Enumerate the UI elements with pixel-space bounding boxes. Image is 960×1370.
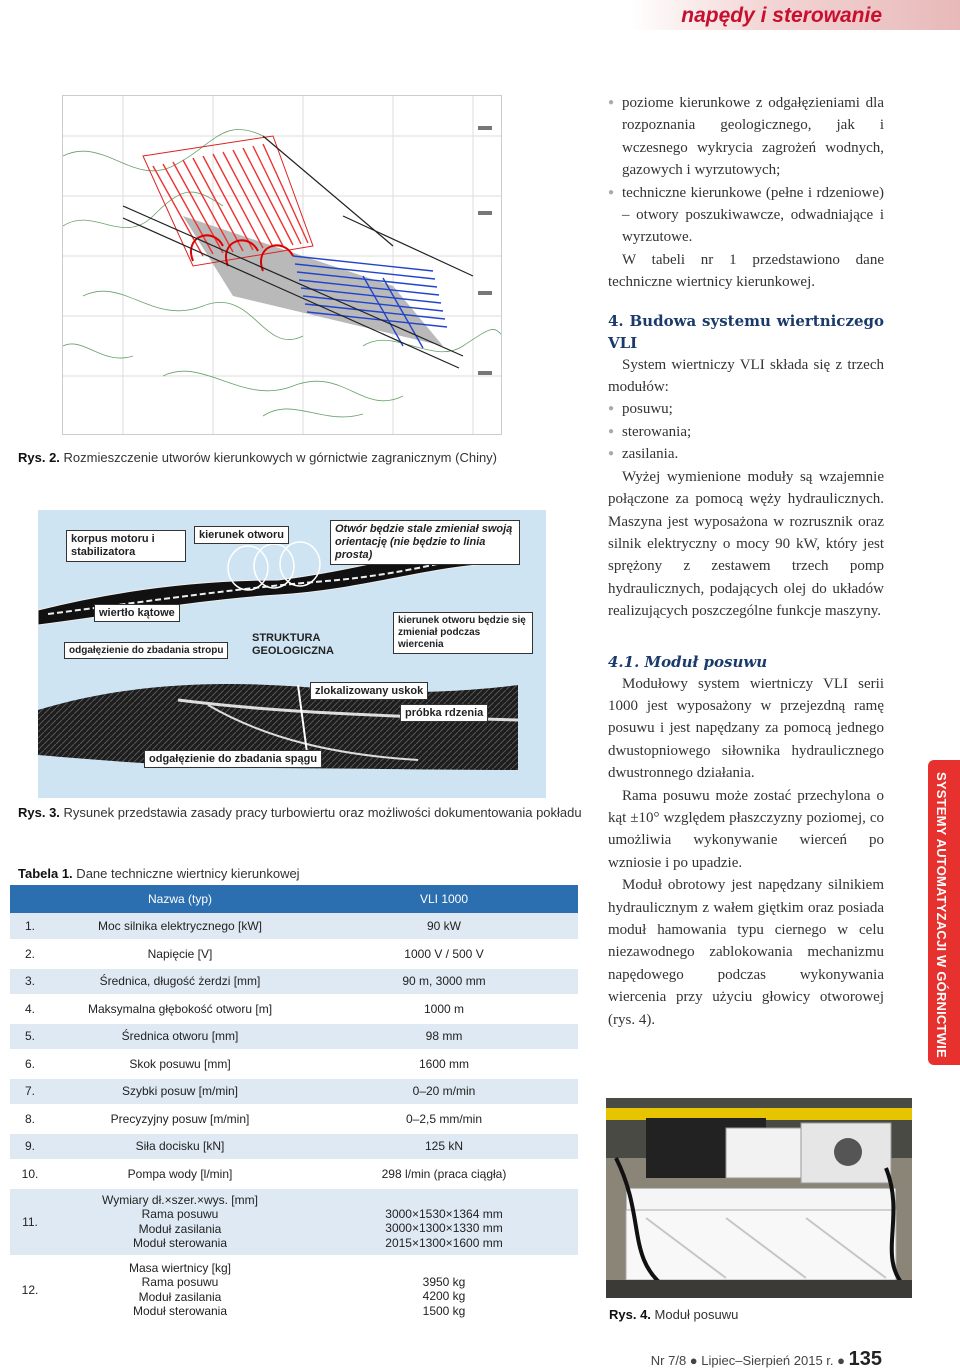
row-name-line: Moduł sterowania (132, 1304, 228, 1318)
section-title: napędy i sterowanie (681, 4, 882, 27)
header-value: VLI 1000 (310, 885, 578, 913)
header-name: Nazwa (typ) (50, 885, 310, 913)
table-header-row (10, 885, 578, 913)
row-number: 3. (10, 968, 50, 996)
paragraph: Modułowy system wiertniczy VLI serii 1000 jest wyposażony w przejezdną ramę posuwu i jest napędzany za pomocą jednego dwustopniowego siłownika hydraulicznego dwustronnego działania. (608, 675, 884, 782)
list-item-text: poziome kierunkowe z odgałęzieniami dla rozpoznania geologicznego, jak i wczesnego wykrycia zagrożeń wodnych, gazowych i wyrzutowych; (622, 95, 884, 179)
row-name-line: Moduł sterowania (132, 1236, 228, 1250)
figure-drilling-diagram (38, 510, 546, 798)
table-row (10, 940, 578, 968)
row-value-multiline (310, 1188, 578, 1256)
list-item (608, 92, 884, 182)
issue-info: Nr 7/8 ● Lipiec–Sierpień 2015 r. ● (650, 1353, 845, 1368)
caption-label: Rys. 4. (609, 1307, 651, 1322)
bullet-dot: ● (608, 97, 615, 108)
bullet-dot: ● (608, 425, 615, 437)
row-name: Maksymalna głębokość otworu [m] (50, 995, 310, 1023)
row-number: 9. (10, 1133, 50, 1161)
row-value: 125 kN (310, 1133, 578, 1161)
row-name: Moc silnika elektrycznego [kW] (50, 913, 310, 941)
bullet-dot: ● (608, 186, 615, 198)
list-item-text: techniczne kierunkowe (pełne i rdzeniowe) – otwory poszukiwawcze, odwadniające i wyrzutowe. (622, 184, 884, 246)
row-name-line: Rama posuwu (141, 1275, 219, 1289)
map-illustration (63, 96, 502, 435)
list-item (608, 398, 884, 420)
row-name-line: Masa wiertnicy [kg] (128, 1260, 232, 1275)
list-item (608, 182, 884, 249)
row-name: Pompa wody [l/min] (50, 1160, 310, 1188)
label-geological-structure: STRUKTURA GEOLOGICZNA (252, 632, 334, 657)
figure-4-caption (609, 1307, 738, 1322)
label-angle-bit: wiertło kątowe (94, 604, 180, 622)
row-value: 1000 m (310, 995, 578, 1023)
side-section-tab (928, 760, 960, 1065)
row-name: Średnica, długość żerdzi [mm] (50, 968, 310, 996)
table-row (10, 1078, 578, 1106)
page-footer (651, 1348, 882, 1370)
row-name: Napięcie [V] (50, 940, 310, 968)
caption-label: Rys. 3. (18, 805, 60, 820)
list-item-text: posuwu; (622, 401, 673, 418)
caption-text: Moduł posuwu (650, 1307, 739, 1322)
row-number: 7. (10, 1078, 50, 1106)
row-value-line: 3950 kg (422, 1274, 466, 1289)
row-value-multiline (310, 1256, 578, 1324)
subsection-heading: 4.1. Moduł posuwu (608, 652, 768, 671)
list-item-text: zasilania. (622, 446, 679, 463)
row-name: Precyzyjny posuw [m/min] (50, 1105, 310, 1133)
label-motor-body: korpus motoru i stabilizatora (66, 530, 186, 562)
right-column-text (608, 92, 884, 1031)
row-value: 0–20 m/min (310, 1078, 578, 1106)
paragraph: Moduł obrotowy jest napędzany silnikiem hydraulicznym z wałem giętkim oraz posiada moduł hamowania typu ciernego w celu niezawodnego zablokowania mechanizmu napędowego podczas wykonywania wiercenia przy użyciu głowicy otworowej (rys. 4). (608, 877, 884, 1028)
list-item-text: sterowania; (622, 423, 692, 440)
label-floor-branch: odgałęzienie do zbadania spągu (144, 750, 322, 768)
figure-photo-feed-module (606, 1098, 912, 1298)
table-row (10, 913, 578, 941)
row-name-line: Moduł zasilania (138, 1289, 222, 1304)
row-value: 90 kW (310, 913, 578, 941)
table-title-text: Dane techniczne wiertnicy kierunkowej (72, 866, 300, 881)
header-num (10, 885, 50, 913)
figure-2-caption (18, 450, 497, 465)
row-number: 11. (10, 1188, 50, 1256)
row-value-line: 1500 kg (422, 1303, 466, 1318)
row-number: 6. (10, 1050, 50, 1078)
table-row (10, 1188, 578, 1256)
table-row (10, 1133, 578, 1161)
caption-text: Rozmieszczenie utworów kierunkowych w górnictwie zagranicznym (Chiny) (59, 450, 498, 465)
label-core-sample: próbka rdzenia (400, 704, 488, 722)
row-number: 4. (10, 995, 50, 1023)
row-number: 12. (10, 1256, 50, 1324)
header-bar (0, 0, 960, 32)
paragraph: System wiertniczy VLI składa się z trzech modułów: (608, 356, 884, 396)
side-tab-label: SYSTEMY AUTOMATYZACJI W GÓRNICTWIE (934, 772, 949, 1058)
row-name-line: Rama posuwu (141, 1207, 219, 1221)
caption-text: Rysunek przedstawia zasady pracy turbowiertu oraz możliwości dokumentowania pokładu (59, 805, 582, 820)
figure-map (62, 95, 502, 435)
table-label: Tabela 1. (18, 866, 73, 881)
row-number: 1. (10, 913, 50, 941)
table-row (10, 995, 578, 1023)
row-value: 0–2,5 mm/min (310, 1105, 578, 1133)
row-value: 298 l/min (praca ciągła) (310, 1160, 578, 1188)
page-number: 135 (848, 1348, 882, 1370)
table-row (10, 968, 578, 996)
list-item (608, 421, 884, 443)
table-title (18, 866, 300, 881)
label-direction-change: kierunek otworu będzie się zmieniał podczas wiercenia (393, 612, 533, 654)
row-number: 10. (10, 1160, 50, 1188)
paragraph: Wyżej wymienione moduły są wzajemnie połączone za pomocą węży hydraulicznych. Maszyna jest wyposażona w rozrusznik oraz silnik elektryczny o mocy 90 kW, który jest sprężony z zestawem trzech pomp hydraulicznych, podających olej do układów realizujących poszczególne funkcje maszyny. (608, 468, 884, 620)
row-name-line: Wymiary dł.×szer.×wys. [mm] (102, 1192, 258, 1207)
row-value-line: 2015×1300×1600 mm (385, 1235, 503, 1250)
label-hole-direction: kierunek otworu (194, 526, 289, 544)
table-row (10, 1105, 578, 1133)
bullet-dot: ● (608, 403, 615, 415)
row-name: Skok posuwu [mm] (50, 1050, 310, 1078)
label-hole-orientation: Otwór będzie stale zmieniał swoją orientację (nie będzie to linia prosta) (330, 520, 520, 565)
row-name-multiline (50, 1188, 310, 1256)
paragraph: Rama posuwu może zostać przechylona o kąt ±10° względem płaszczyzny poziomej, co umożliwia wykonywanie wierceń po wzniosie i po upadzie. (608, 787, 884, 871)
figure-3-caption (18, 805, 582, 820)
row-value: 1600 mm (310, 1050, 578, 1078)
row-name: Siła docisku [kN] (50, 1133, 310, 1161)
bullet-dot: ● (608, 448, 615, 460)
row-value-line: 3000×1300×1330 mm (385, 1221, 503, 1236)
table-row (10, 1160, 578, 1188)
row-number: 8. (10, 1105, 50, 1133)
feed-module-photo (606, 1098, 912, 1298)
paragraph: W tabeli nr 1 przedstawiono dane techniczne wiertnicy kierunkowej. (608, 251, 884, 291)
table-row (10, 1256, 578, 1324)
row-value: 90 m, 3000 mm (310, 968, 578, 996)
row-value-line: 4200 kg (422, 1289, 466, 1304)
label-fault: zlokalizowany uskok (310, 682, 428, 700)
spec-table (10, 885, 578, 1325)
table-row (10, 1050, 578, 1078)
row-name-line: Moduł zasilania (138, 1221, 222, 1236)
row-name-multiline (50, 1256, 310, 1324)
section-heading: 4. Budowa systemu wiertniczego VLI (608, 311, 884, 352)
row-number: 2. (10, 940, 50, 968)
row-value-line: 3000×1530×1364 mm (385, 1206, 503, 1221)
list-item (608, 443, 884, 465)
row-value: 98 mm (310, 1023, 578, 1051)
row-name: Średnica otworu [mm] (50, 1023, 310, 1051)
row-number: 5. (10, 1023, 50, 1051)
row-value: 1000 V / 500 V (310, 940, 578, 968)
table-row (10, 1023, 578, 1051)
row-name: Szybki posuw [m/min] (50, 1078, 310, 1106)
label-roof-branch: odgałęzienie do zbadania stropu (64, 642, 228, 659)
caption-label: Rys. 2. (18, 450, 60, 465)
